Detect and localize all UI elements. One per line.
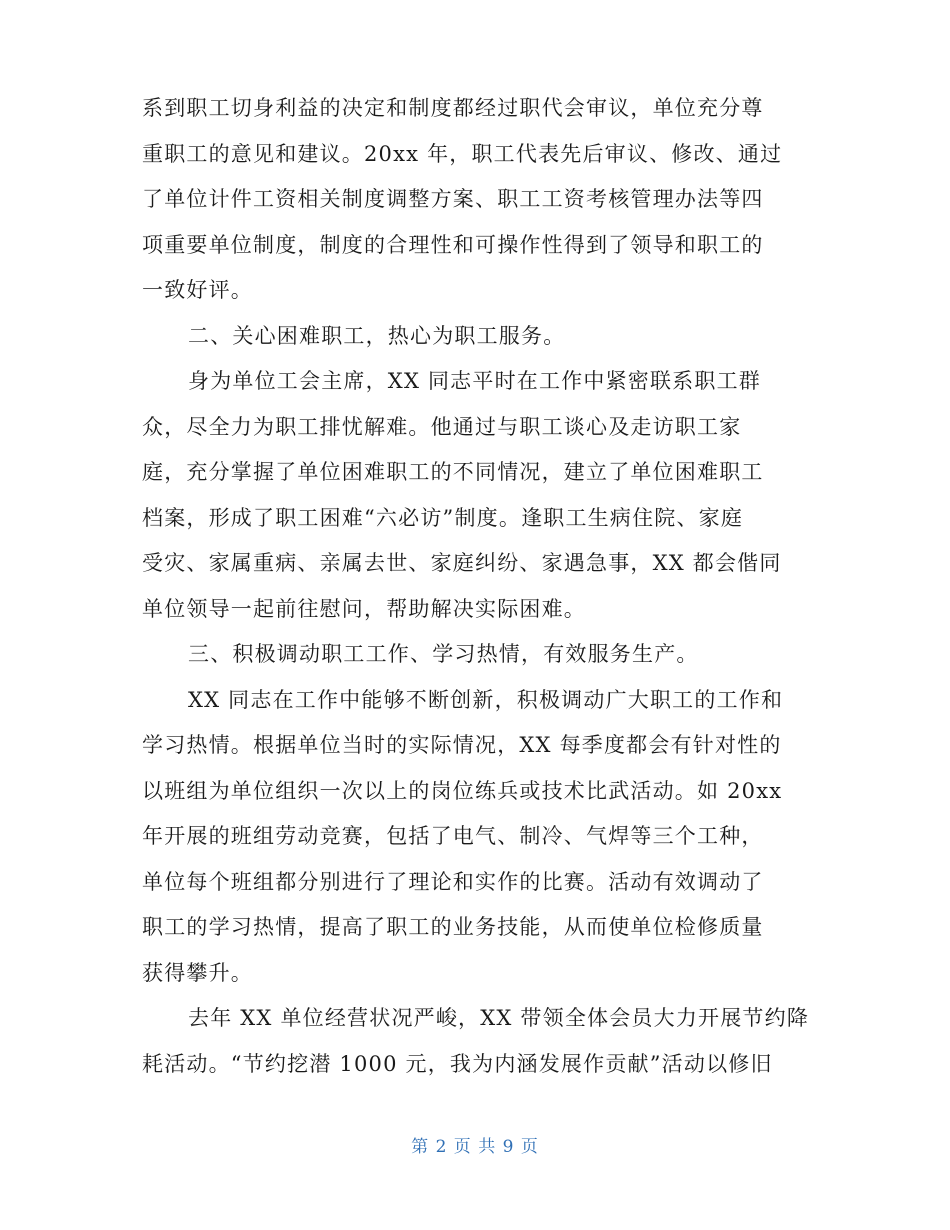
text-line: 档案，形成了职工困难“六必访”制度。逢职工生病住院、家庭 — [142, 505, 744, 530]
text-line: 去年 XX 单位经营状况严峻，XX 带领全体会员大力开展节约降 — [188, 1006, 810, 1030]
text-line: 一致好评。 — [142, 278, 253, 302]
text-line: 项重要单位制度，制度的合理性和可操作性得到了领导和职工的 — [142, 232, 764, 257]
text-line: 众，尽全力为职工排忧解难。他通过与职工谈心及走访职工家 — [142, 414, 742, 439]
text-line: 单位领导一起前往慰问，帮助解决实际困难。 — [142, 596, 586, 621]
text-line: 三、积极调动职工工作、学习热情，有效服务生产。 — [188, 642, 699, 666]
document-body — [142, 86, 814, 1087]
text-line: 单位每个班组都分别进行了理论和实作的比赛。活动有效调动了 — [142, 869, 764, 894]
text-line: 以班组为单位组织一次以上的岗位练兵或技术比武活动。如 20xx — [142, 778, 783, 803]
text-line: 庭，充分掌握了单位困难职工的不同情况，建立了单位困难职工 — [142, 460, 764, 484]
text-line: 二、关心困难职工，热心为职工服务。 — [188, 323, 566, 348]
text-line: 重职工的意见和建议。20xx 年，职工代表先后审议、修改、通过 — [142, 141, 783, 166]
text-line: 年开展的班组劳动竞赛，包括了电气、制冷、气焊等三个工种， — [142, 824, 764, 848]
text-line: 获得攀升。 — [142, 960, 253, 985]
page-number-footer: 第 2 页 共 9 页 — [411, 1137, 539, 1157]
text-line: XX 同志在工作中能够不断创新，积极调动广大职工的工作和 — [188, 687, 784, 712]
text-line: 受灾、家属重病、亲属去世、家庭纠纷、家遇急事，XX 都会偕同 — [142, 551, 782, 575]
text-line: 耗活动。“节约挖潜 1000 元，我为内涵发展作贡献”活动以修旧 — [142, 1051, 773, 1076]
text-line: 学习热情。根据单位当时的实际情况，XX 每季度都会有针对性的 — [142, 733, 782, 757]
text-line: 了单位计件工资相关制度调整方案、职工工资考核管理办法等四 — [142, 187, 764, 211]
text-line: 职工的学习热情，提高了职工的业务技能，从而使单位检修质量 — [142, 915, 764, 939]
text-line: 系到职工切身利益的决定和制度都经过职代会审议，单位充分尊 — [142, 96, 764, 120]
text-line: 身为单位工会主席，XX 同志平时在工作中紧密联系职工群 — [188, 369, 761, 393]
